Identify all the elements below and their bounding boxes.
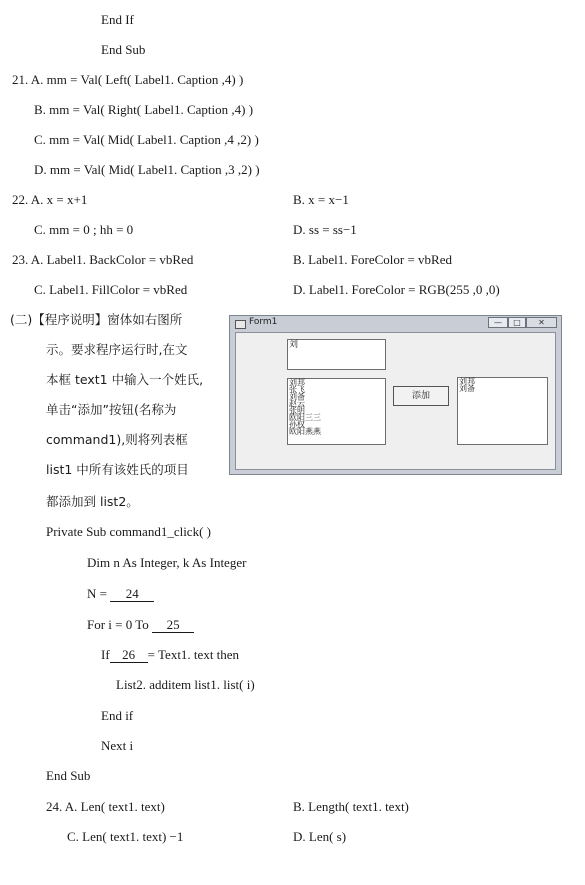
add-button[interactable]: 添加 (393, 386, 449, 406)
list-item[interactable]: 刘邦 (289, 378, 305, 387)
text1-value: 刘 (289, 340, 299, 350)
list-item[interactable]: 刘邦 (459, 377, 475, 386)
q21-option-c: C. mm = Val( Mid( Label1. Caption ,4 ,2) ) (34, 132, 259, 147)
list-item[interactable]: 刘备 (459, 384, 475, 393)
q24-option-d: D. Len( s) (293, 829, 347, 844)
code-for-prefix: For i = 0 To (87, 617, 153, 632)
form-window (229, 315, 562, 475)
q24-option-c: C. Len( text1. text) −1 (67, 829, 184, 844)
description-line-6: list1 中所有该姓氏的项目 (46, 462, 189, 477)
q24-option-a: 24. A. Len( text1. text) (46, 799, 165, 814)
code-dim-line: Dim n As Integer, k As Integer (87, 555, 247, 570)
code-if-line (101, 647, 239, 663)
code-n-prefix: N = (87, 586, 111, 601)
q21-option-a: 21. A. mm = Val( Left( Label1. Caption ,4) ) (12, 72, 244, 87)
code-if-suffix: = Text1. text then (147, 647, 240, 662)
code-endsub-line: End Sub (46, 768, 91, 783)
list1-listbox[interactable] (287, 378, 386, 445)
list2-listbox[interactable] (457, 377, 548, 445)
code-n-line (87, 586, 154, 602)
code-next-line: Next i (101, 738, 134, 753)
code-end-sub: End Sub (101, 42, 146, 57)
form-title: Form1 (249, 317, 278, 327)
code-for-line (87, 617, 194, 633)
q21-option-b: B. mm = Val( Right( Label1. Caption ,4) ) (34, 102, 254, 117)
text1-textbox[interactable] (287, 339, 386, 370)
blank-26: 26 (110, 648, 148, 663)
q24-option-b: B. Length( text1. text) (293, 799, 409, 814)
description-line-5: command1),则将列表框 (46, 432, 188, 447)
maximize-button[interactable]: □ (508, 317, 526, 328)
code-end-if: End If (101, 12, 134, 27)
minimize-button[interactable]: — (488, 317, 508, 328)
code-if-prefix: If (101, 647, 110, 662)
form-icon (235, 320, 246, 329)
code-additem-line: List2. additem list1. list( i) (116, 677, 255, 692)
description-line-1: (二)【程序说明】窗体如右图所 (10, 312, 183, 327)
q23-option-c: C. Label1. FillColor = vbRed (34, 282, 188, 297)
q22-option-b: B. x = x−1 (293, 192, 349, 207)
list-item[interactable]: 欧阳燕燕 (289, 427, 321, 436)
q22-option-d: D. ss = ss−1 (293, 222, 357, 237)
title-bar (230, 316, 561, 332)
list-item[interactable]: 刘备 (289, 392, 305, 401)
code-sub-declaration: Private Sub command1_click( ) (46, 524, 211, 539)
blank-25: 25 (152, 618, 194, 633)
q21-option-d: D. mm = Val( Mid( Label1. Caption ,3 ,2) ) (34, 162, 260, 177)
q22-option-c: C. mm = 0 ; hh = 0 (34, 222, 134, 237)
list-item[interactable]: 张明 (289, 406, 305, 415)
description-line-7: 都添加到 list2。 (46, 494, 139, 509)
list-item[interactable]: 赵云 (289, 399, 305, 408)
q22-option-a: 22. A. x = x+1 (12, 192, 88, 207)
list-item[interactable]: 孙权 (289, 420, 305, 429)
description-line-3: 本框 text1 中输入一个姓氏, (46, 372, 204, 387)
form-client-area (235, 332, 556, 470)
description-line-4: 单击“添加”按钮(名称为 (46, 402, 177, 417)
blank-24: 24 (110, 587, 154, 602)
code-endif-line: End if (101, 708, 134, 723)
q23-option-a: 23. A. Label1. BackColor = vbRed (12, 252, 194, 267)
description-line-2: 示。要求程序运行时,在文 (46, 342, 188, 357)
list-item[interactable]: 张飞 (289, 385, 305, 394)
q23-option-b: B. Label1. ForeColor = vbRed (293, 252, 452, 267)
list-item[interactable]: 欧阳三三 (289, 413, 321, 422)
close-button[interactable]: ✕ (526, 317, 557, 328)
q23-option-d: D. Label1. ForeColor = RGB(255 ,0 ,0) (293, 282, 500, 297)
